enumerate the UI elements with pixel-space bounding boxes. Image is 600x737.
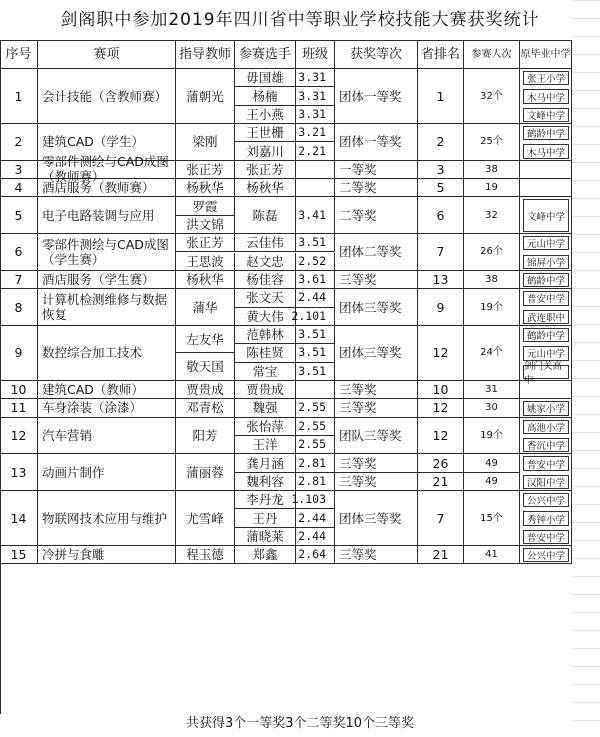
- row-school-cell: [520, 381, 572, 399]
- row-teacher: 邓青松: [176, 399, 235, 417]
- row-student: 王丹: [235, 509, 296, 527]
- row-participants: 38: [464, 271, 520, 289]
- row-student: 王洋: [235, 436, 296, 454]
- row-student: 毋国雄: [235, 69, 296, 87]
- school-label: 鹤龄中学: [523, 126, 569, 140]
- row-rank: 12: [418, 326, 464, 381]
- row-seq: 11: [0, 399, 38, 417]
- row-award: 二等奖: [335, 179, 418, 197]
- row-class: 3.51: [296, 234, 335, 252]
- row-award: 三等奖: [335, 546, 418, 564]
- row-rank: 3: [418, 161, 464, 179]
- row-participants: 19个: [464, 289, 520, 326]
- row-school-cell: [520, 179, 572, 197]
- row-rank: 9: [418, 289, 464, 326]
- row-participants: 26个: [464, 234, 520, 271]
- row-rank: 21: [418, 473, 464, 491]
- header-rank: 省排名: [418, 41, 464, 69]
- row-event: 数控综合加工技术: [38, 326, 176, 381]
- row-class: 3.41: [296, 197, 335, 234]
- row-student: 杨秋华: [235, 179, 296, 197]
- row-teacher: 杨秋华: [176, 271, 235, 289]
- row-award: 团体一等奖: [335, 69, 418, 124]
- school-label: 木马中学: [523, 89, 569, 103]
- row-class: 2.55: [296, 418, 335, 436]
- row-class: 1.103: [296, 491, 335, 509]
- row-seq: 13: [0, 454, 38, 491]
- row-award: 团体三等奖: [335, 326, 418, 381]
- school-label: 剑门关高中: [523, 365, 569, 379]
- row-seq: 9: [0, 326, 38, 381]
- header-seq: 序号: [0, 41, 38, 69]
- row-participants: 41: [464, 546, 520, 564]
- row-event: 冷拼与食雕: [38, 546, 176, 564]
- page-title: 剑阁职中参加2019年四川省中等职业学校技能大赛获奖统计: [60, 10, 540, 30]
- row-teacher: 蒲朝光: [176, 69, 235, 124]
- row-class: 2.81: [296, 473, 335, 491]
- row-rank: 21: [418, 546, 464, 564]
- row-teacher: 程玉德: [176, 546, 235, 564]
- row-class: 3.61: [296, 271, 335, 289]
- row-seq: 5: [0, 197, 38, 234]
- school-label: 鹤龄中学: [523, 328, 569, 342]
- row-class: 3.31: [296, 69, 335, 87]
- row-student: 龚月涵: [235, 454, 296, 472]
- row-participants: 49: [464, 473, 520, 491]
- row-participants: 38: [464, 161, 520, 179]
- row-rank: 7: [418, 234, 464, 271]
- row-class: 3.51: [296, 344, 335, 362]
- row-seq: 10: [0, 381, 38, 399]
- row-student: 赵文忠: [235, 253, 296, 271]
- spreadsheet-gridlines: [572, 0, 600, 737]
- row-student: 云佳伟: [235, 234, 296, 252]
- row-rank: 5: [418, 179, 464, 197]
- row-event: 电子电路装调与应用: [38, 197, 176, 234]
- row-teacher: 罗霞: [176, 197, 235, 215]
- school-label: 公兴中学: [523, 493, 569, 507]
- school-label: 公兴中学: [523, 548, 569, 562]
- row-event: 计算机检测维修与数据恢复: [38, 289, 176, 326]
- row-student: 王小燕: [235, 106, 296, 124]
- school-label: 木马中学: [523, 144, 569, 158]
- header-award: 获奖等次: [335, 41, 418, 69]
- row-seq: 15: [0, 546, 38, 564]
- school-label: 文峰中学: [523, 108, 569, 122]
- row-seq: 3: [0, 161, 38, 179]
- row-rank: 26: [418, 454, 464, 472]
- row-student: 范韩林: [235, 326, 296, 344]
- school-label: 张王小学: [523, 71, 569, 85]
- row-class: 3.31: [296, 87, 335, 105]
- row-student: 张正芳: [235, 161, 296, 179]
- row-student: 张文天: [235, 289, 296, 307]
- row-teacher: 洪文锦: [176, 216, 235, 234]
- row-participants: 31: [464, 381, 520, 399]
- row-seq: 7: [0, 271, 38, 289]
- header-teacher: 指导教师: [176, 41, 235, 69]
- row-student: 常宝: [235, 363, 296, 381]
- row-student: 魏强: [235, 399, 296, 417]
- row-event: 零部件测绘与CAD成图（教师赛）: [38, 161, 176, 179]
- row-student: 王世栅: [235, 124, 296, 142]
- row-award: 三等奖: [335, 399, 418, 417]
- row-class: 2.55: [296, 436, 335, 454]
- row-class: 3.21: [296, 124, 335, 142]
- row-rank: 1: [418, 69, 464, 124]
- row-class: 2.64: [296, 546, 335, 564]
- row-class: 3.51: [296, 363, 335, 381]
- row-class: 2.101: [296, 308, 335, 326]
- row-event: 汽车营销: [38, 418, 176, 455]
- header-event: 赛项: [38, 41, 176, 69]
- row-teacher: 杨秋华: [176, 179, 235, 197]
- row-seq: 2: [0, 124, 38, 161]
- row-class: [296, 381, 335, 399]
- row-student: 刘嘉川: [235, 142, 296, 160]
- row-teacher: 王思波: [176, 253, 235, 271]
- row-participants: 32: [464, 197, 520, 234]
- row-school-cell: [520, 161, 572, 179]
- row-seq: 6: [0, 234, 38, 271]
- school-label: 香沉中学: [523, 438, 569, 452]
- row-event: 车身涂装（涂漆）: [38, 399, 176, 417]
- row-award: 团队三等奖: [335, 418, 418, 455]
- header-school: 原毕业中学: [520, 41, 572, 69]
- school-label: 高池小学: [523, 420, 569, 434]
- row-class: 2.55: [296, 399, 335, 417]
- row-seq: 12: [0, 418, 38, 455]
- row-rank: 7: [418, 491, 464, 546]
- header-participants: 参赛人次: [464, 41, 520, 69]
- row-teacher: 左友华: [176, 326, 235, 354]
- row-award: 三等奖: [335, 473, 418, 491]
- row-class: 2.44: [296, 289, 335, 307]
- row-award: 团体三等奖: [335, 491, 418, 546]
- row-class: 2.44: [296, 528, 335, 546]
- row-participants: 19个: [464, 418, 520, 455]
- row-rank: 12: [418, 418, 464, 455]
- row-participants: 15个: [464, 491, 520, 546]
- row-student: 李丹龙: [235, 491, 296, 509]
- row-student: 陈磊: [235, 197, 296, 234]
- row-participants: 25个: [464, 124, 520, 161]
- row-event: 物联网技术应用与维护: [38, 491, 176, 546]
- school-label: 武连职中: [523, 310, 569, 324]
- row-rank: 12: [418, 399, 464, 417]
- row-class: 2.81: [296, 454, 335, 472]
- row-award: 团体三等奖: [335, 289, 418, 326]
- row-event: 建筑CAD（教师）: [38, 381, 176, 399]
- row-teacher: 张正芳: [176, 234, 235, 252]
- row-award: 三等奖: [335, 381, 418, 399]
- row-teacher: 蒲丽蓉: [176, 454, 235, 491]
- row-event: 动画片制作: [38, 454, 176, 491]
- school-label: 文峰中学: [523, 199, 569, 232]
- row-seq: 1: [0, 69, 38, 124]
- row-teacher: 蒲华: [176, 289, 235, 326]
- header-student: 参赛选手: [235, 41, 296, 69]
- row-event: 酒店服务（教师赛）: [38, 179, 176, 197]
- row-class: 2.21: [296, 142, 335, 160]
- row-teacher: 梁刚: [176, 124, 235, 161]
- row-class: 2.44: [296, 509, 335, 527]
- row-award: 一等奖: [335, 161, 418, 179]
- row-class: [296, 179, 335, 197]
- row-award: 二等奖: [335, 197, 418, 234]
- school-label: 锦屏小学: [523, 255, 569, 269]
- school-label: 元山中学: [523, 236, 569, 250]
- row-seq: 4: [0, 179, 38, 197]
- row-teacher: 贾贵成: [176, 381, 235, 399]
- row-event: 建筑CAD（学生）: [38, 124, 176, 161]
- row-award: 三等奖: [335, 271, 418, 289]
- row-rank: 10: [418, 381, 464, 399]
- school-label: 元山中学: [523, 346, 569, 360]
- row-teacher: 敬天国: [176, 353, 235, 381]
- row-award: 团体二等奖: [335, 234, 418, 271]
- row-seq: 8: [0, 289, 38, 326]
- school-label: 秀钟小学: [523, 511, 569, 525]
- row-class: 2.52: [296, 253, 335, 271]
- row-student: 杨佳容: [235, 271, 296, 289]
- row-student: 杨楠: [235, 87, 296, 105]
- row-event: 零部件测绘与CAD成图（学生赛）: [38, 234, 176, 271]
- row-seq: 14: [0, 491, 38, 546]
- row-rank: 2: [418, 124, 464, 161]
- row-participants: 49: [464, 454, 520, 472]
- row-teacher: 张正芳: [176, 161, 235, 179]
- row-class: [296, 161, 335, 179]
- row-class: 3.51: [296, 326, 335, 344]
- row-award: 团体一等奖: [335, 124, 418, 161]
- row-event: 会计技能（含教师赛）: [38, 69, 176, 124]
- school-label: 普安中学: [523, 530, 569, 544]
- row-teacher: 尤雪峰: [176, 491, 235, 546]
- school-label: 普安中学: [523, 456, 569, 470]
- school-label: 汉阳中学: [523, 475, 569, 489]
- row-student: 张怡萍: [235, 418, 296, 436]
- summary-line: 共获得3个一等奖3个二等奖10个三等奖: [185, 716, 415, 731]
- row-rank: 6: [418, 197, 464, 234]
- row-student: 蒲晓莱: [235, 528, 296, 546]
- row-student: 郑鑫: [235, 546, 296, 564]
- row-class: 3.31: [296, 106, 335, 124]
- row-participants: 24个: [464, 326, 520, 381]
- school-label: 鹤龄中学: [523, 273, 569, 287]
- row-event: 酒店服务（学生赛）: [38, 271, 176, 289]
- school-label: 姚家小学: [523, 401, 569, 415]
- row-student: 黄大伟: [235, 308, 296, 326]
- row-teacher: 阳芳: [176, 418, 235, 455]
- school-label: 普安中学: [523, 291, 569, 305]
- row-rank: 13: [418, 271, 464, 289]
- row-student: 魏利容: [235, 473, 296, 491]
- row-student: 陈桂贤: [235, 344, 296, 362]
- row-award: 三等奖: [335, 454, 418, 472]
- row-student: 贾贵成: [235, 381, 296, 399]
- row-participants: 30: [464, 399, 520, 417]
- row-participants: 19: [464, 179, 520, 197]
- row-participants: 32个: [464, 69, 520, 124]
- header-class: 班级: [296, 41, 335, 69]
